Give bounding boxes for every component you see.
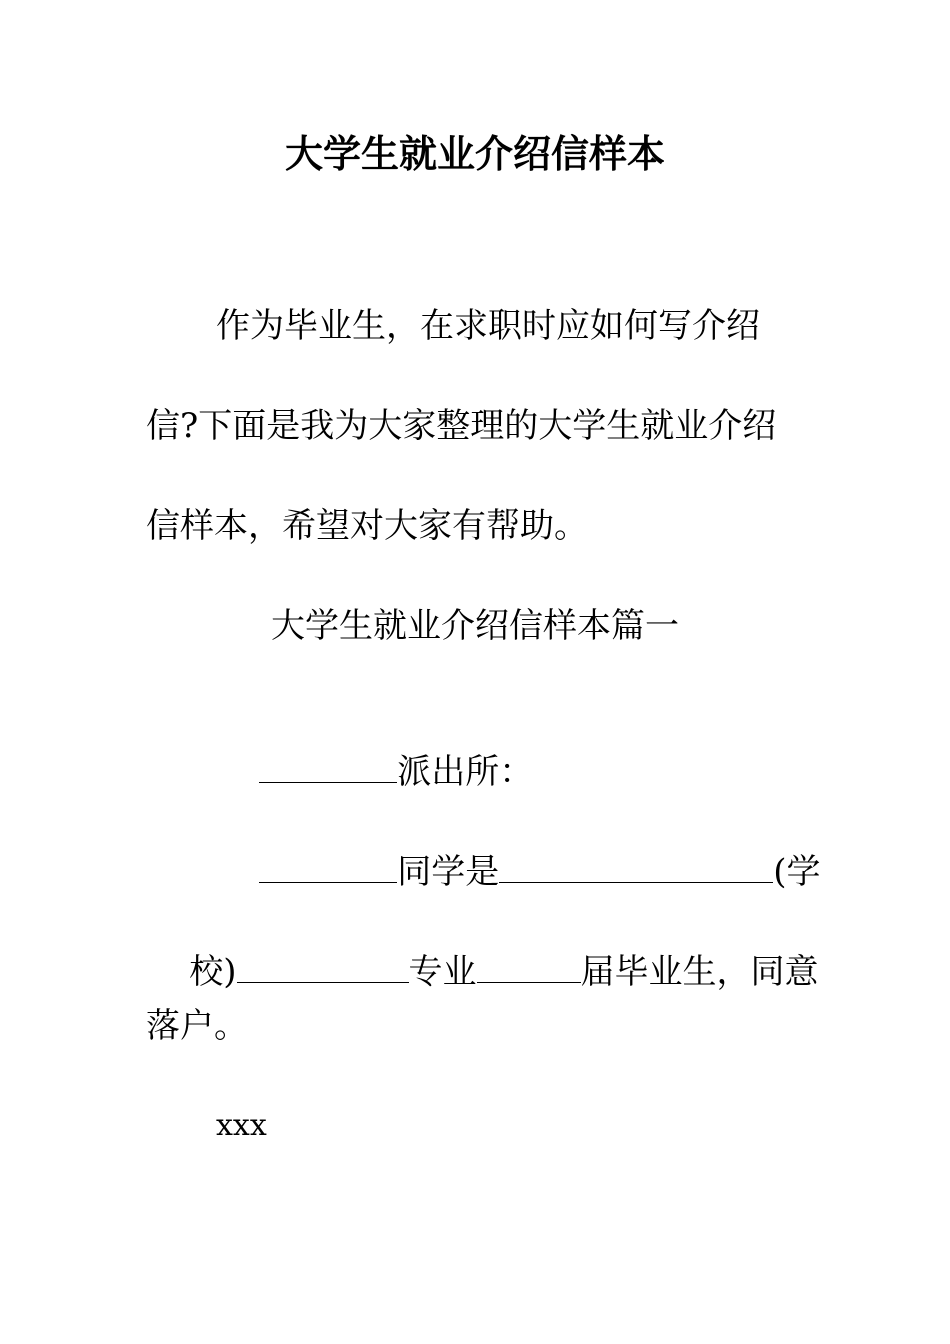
- intro-line-3: 信样本，希望对大家有帮助。: [146, 506, 588, 546]
- graduate-agree-text: 届毕业生，同意: [580, 952, 819, 992]
- school-name-blank: [499, 852, 773, 883]
- document-title: 大学生就业介绍信样本: [284, 132, 665, 176]
- recipient-suffix: 派出所：: [397, 752, 534, 792]
- school-close-text: 校): [189, 952, 237, 992]
- intro-line-1: 作为毕业生，在求职时应如何写介绍: [216, 306, 760, 346]
- settle-line: 落户。: [146, 1006, 248, 1046]
- section-heading: 大学生就业介绍信样本篇一: [271, 606, 679, 646]
- student-name-blank: [259, 852, 397, 883]
- police-station-blank: [259, 752, 397, 783]
- student-is-text: 同学是: [397, 852, 500, 892]
- intro-line-2: 信?下面是我为大家整理的大学生就业介绍: [146, 406, 777, 446]
- school-open-text: (学: [773, 852, 821, 892]
- major-text: 专业: [408, 952, 477, 992]
- signature: xxx: [216, 1108, 267, 1143]
- graduation-year-blank: [477, 952, 581, 983]
- major-blank: [237, 952, 409, 983]
